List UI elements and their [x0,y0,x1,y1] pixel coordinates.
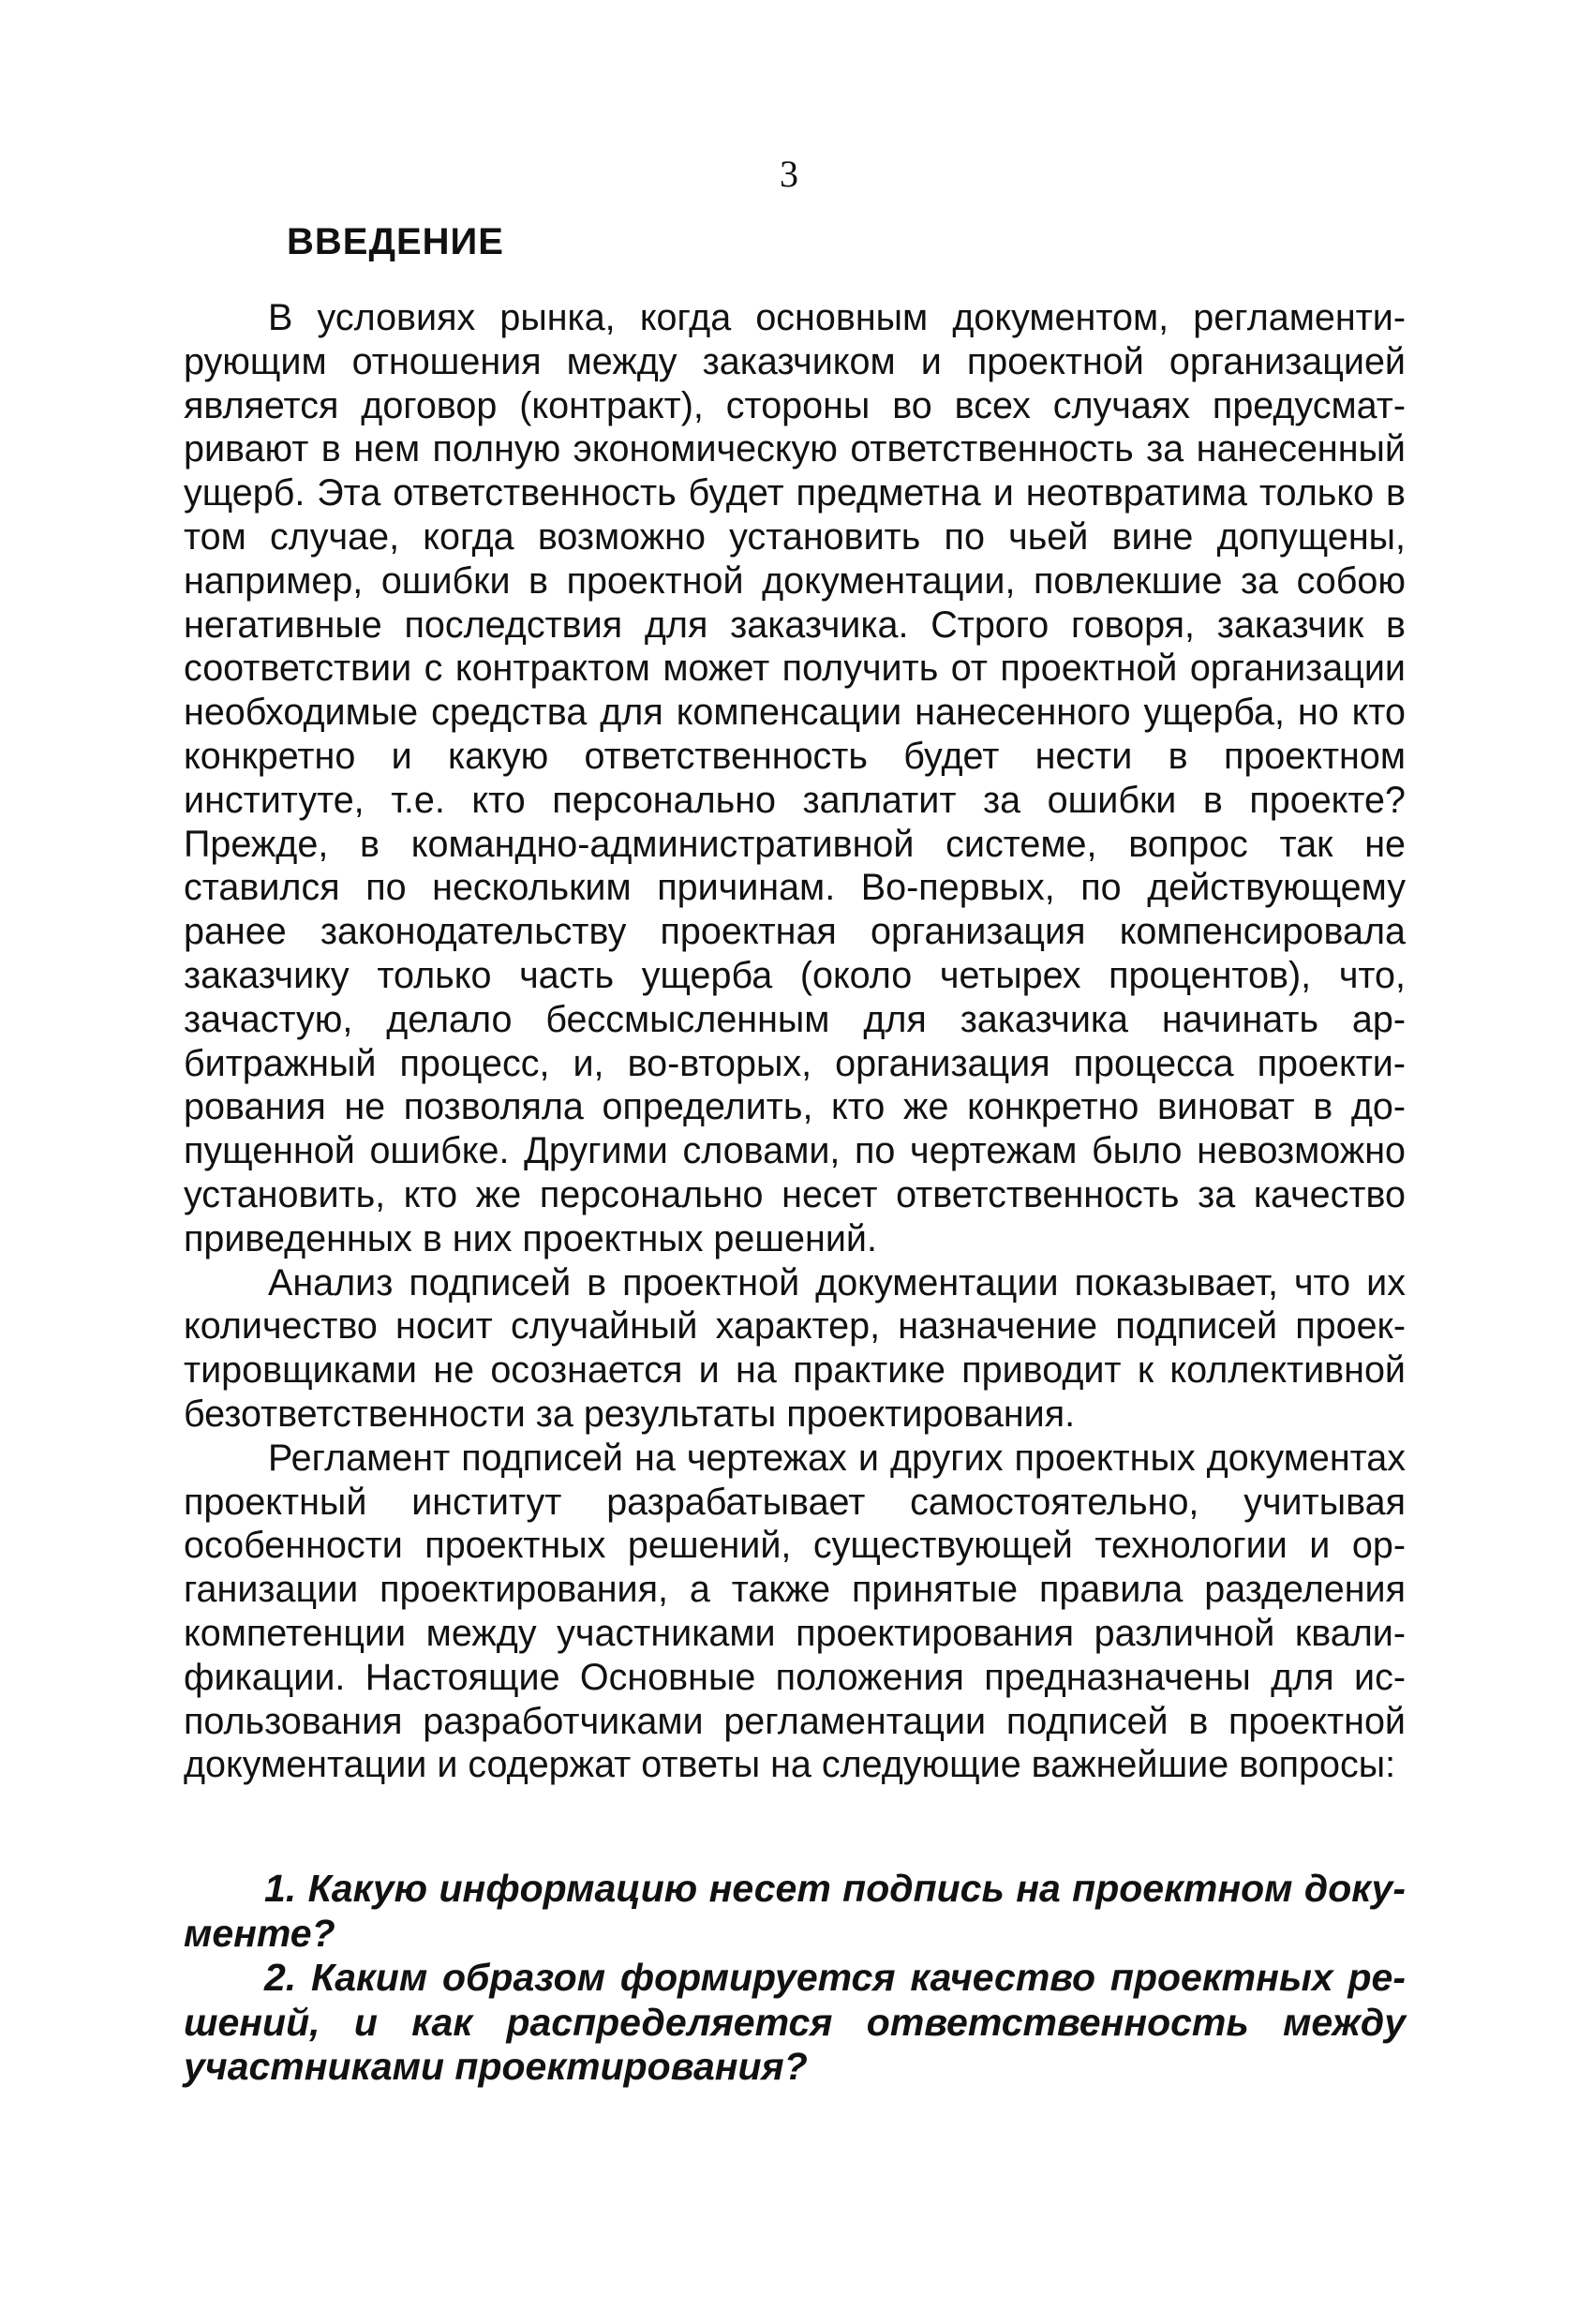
paragraph-intro: В условиях рынка, когда основным документом, регламентирующим отношения между заказчиком и проектной организацией является договор (контракт), стороны во всех случаях предусматривают в нем полную экономическую ответственность за нанесенный ущерб. Эта ответственность будет предметна и неотвратима только в том случае, когда возможно установить по чьей вине допущены, например, ошибки в проектной документации, повлекшие за собою негативные последствия для заказчика. Строго говоря, заказчик в соответствии с контрактом может получить от проектной организации необходимые средства для компенсации нанесенного ущерба, но кто конкретно и какую ответственность будет нести в проектном институте, т.е. кто персонально заплатит за ошибки в проекте? Прежде, в командно-административной системе, вопрос так не ставился по нескольким причинам. Во-первых, по действующему ранее законодательству проектная организация компенсировала заказчику только часть ущерба (около четырех процентов), что, зачастую, делало бессмысленным для заказчика начинать арбитражный процесс, и, во-вторых, организация процесса проектирования не позволяла определить, кто же конкретно виноват в допущенной ошибке. Другими словами, по чертежам было невозможно установить, кто же персонально несет ответственность за качество приведенных в них проектных решений. [184,297,1406,1259]
body-text [184,296,1406,1787]
question-item: 2. Каким образом формируется качество проектных решений, и как распределяется ответственность между участниками проектирования? [184,1956,1406,2088]
section-heading: ВВЕДЕНИЕ [287,221,504,262]
questions-list [184,1867,1406,2090]
paragraph-signature-analysis: Анализ подписей в проектной документации показывает, что их количество носит случайный характер, назначение подписей проектировщиками не осознается и на практике приводит к коллективной безответственности за результаты проектирования. [184,1261,1406,1435]
page-number: 3 [780,153,798,195]
paragraph-regulations: Регламент подписей на чертежах и других проектных документах проектный институт разрабатывает самостоятельно, учитывая особенности проектных решений, существующей технологии и организации проектирования, а также принятые правила разделения компетенции между участниками проектирования различной квалификации. Настоящие Основные положения предназначены для использования разработчиками регламентации подписей в проектной документации и содержат ответы на следующие важнейшие вопросы: [184,1437,1406,1786]
question-item: 1. Какую информацию несет подпись на проектном документе? [184,1867,1406,1955]
